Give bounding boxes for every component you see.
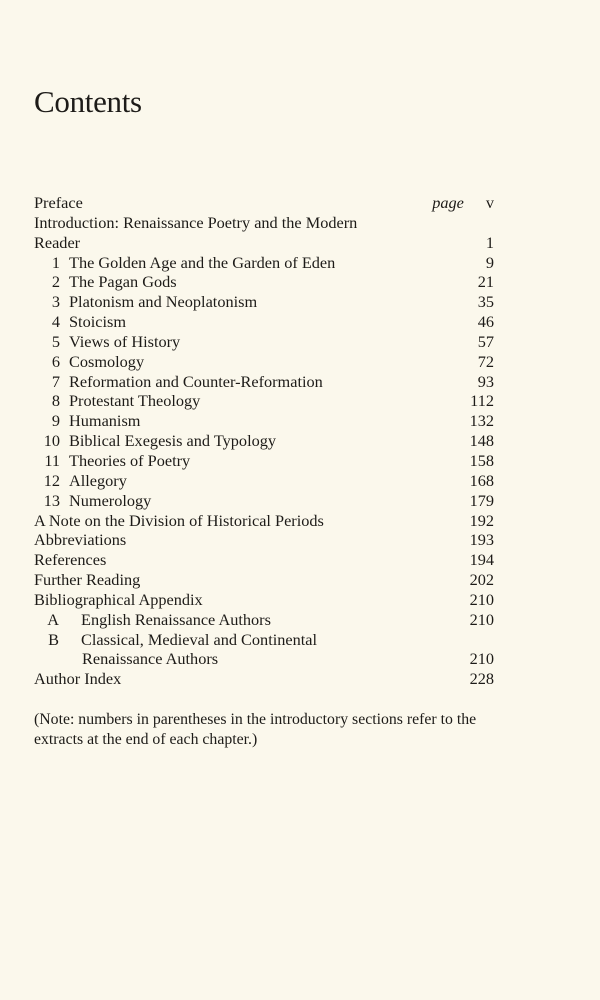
- toc-entry: [34, 352, 494, 372]
- page-number: [470, 451, 494, 471]
- toc-entry: [34, 372, 494, 392]
- chapter-number: 4: [51, 312, 60, 332]
- entry-title: Allegory: [69, 470, 127, 490]
- toc-entry: [34, 471, 494, 491]
- page-number: [470, 669, 494, 689]
- toc-entry: [34, 391, 494, 411]
- entry-title: Numerology: [69, 490, 152, 510]
- toc-entry: [34, 411, 494, 431]
- entry-title: Reformation and Counter-Reformation: [69, 371, 323, 391]
- toc-entry: [34, 669, 494, 689]
- page-value: 193: [469, 530, 494, 550]
- chapter-number: 12: [43, 470, 60, 490]
- page-value: 179: [469, 490, 494, 510]
- entry-title: Abbreviations: [34, 530, 127, 550]
- page-prefix: page: [432, 193, 464, 212]
- entry-title: Biblical Exegesis and Typology: [69, 431, 277, 451]
- page-number: [470, 471, 494, 491]
- page-number: [478, 312, 494, 332]
- toc-entry: [34, 590, 494, 610]
- entry-title: A Note on the Division of Historical Periods: [34, 510, 324, 530]
- page-number: [470, 590, 494, 610]
- page-value: 194: [469, 550, 494, 570]
- page-title: Contents: [34, 84, 142, 119]
- page-number: [486, 233, 494, 253]
- entry-title: Protestant Theology: [69, 391, 201, 411]
- entry-title: Platonism and Neoplatonism: [69, 292, 258, 312]
- page-value: 192: [469, 510, 494, 530]
- page-value: 228: [469, 669, 494, 689]
- toc-entry: [34, 213, 494, 233]
- appendix-letter: A: [47, 609, 59, 629]
- toc-entry: [34, 193, 494, 213]
- chapter-number: 13: [43, 490, 60, 510]
- toc-entry: [34, 649, 494, 669]
- chapter-number: 1: [51, 252, 60, 272]
- page-number: [470, 491, 494, 511]
- chapter-number: 7: [51, 371, 60, 391]
- toc-entry: [34, 630, 494, 650]
- entry-title: Theories of Poetry: [69, 450, 191, 470]
- page-value: 72: [477, 351, 494, 371]
- toc-entry: [34, 272, 494, 292]
- page-value: 112: [470, 391, 494, 411]
- chapter-number: 3: [51, 292, 60, 312]
- toc-entry: [34, 312, 494, 332]
- page-value: v: [485, 193, 494, 212]
- page-value: 148: [469, 431, 494, 451]
- page-value: 168: [469, 470, 494, 490]
- page-value: 46: [477, 312, 494, 332]
- chapter-number: 2: [51, 272, 60, 292]
- toc-entry: [34, 431, 494, 451]
- page-number: [478, 332, 494, 352]
- page-value: 158: [469, 450, 494, 470]
- page-number: [486, 253, 494, 273]
- entry-title: Humanism: [69, 411, 141, 431]
- page-number: [478, 272, 494, 292]
- chapter-number: 8: [51, 391, 60, 411]
- entry-title: Stoicism: [69, 312, 126, 332]
- entry-title: Cosmology: [69, 351, 145, 371]
- page-number: [470, 511, 494, 531]
- toc-entry: [34, 253, 494, 273]
- page-number: [470, 431, 494, 451]
- entry-title: Author Index: [34, 669, 122, 689]
- page-number: [470, 411, 494, 431]
- entry-title: The Pagan Gods: [69, 272, 177, 292]
- entry-title: Bibliographical Appendix: [34, 589, 203, 609]
- toc-entry: [34, 511, 494, 531]
- chapter-number: 9: [51, 411, 60, 431]
- chapter-number: 5: [51, 331, 60, 351]
- entry-title: Classical, Medieval and Continental: [81, 629, 318, 649]
- entry-title: English Renaissance Authors: [81, 609, 271, 629]
- page-number: [432, 193, 494, 213]
- entry-title: References: [34, 550, 107, 570]
- toc-entry: [34, 610, 494, 630]
- chapter-number: 10: [43, 431, 60, 451]
- appendix-letter: B: [48, 629, 59, 649]
- page-value: 210: [469, 589, 494, 609]
- entry-title: Introduction: Renaissance Poetry and the Modern: [34, 212, 358, 232]
- page-value: 210: [469, 609, 494, 629]
- toc-entry: [34, 491, 494, 511]
- page-value: 93: [477, 371, 494, 391]
- table-of-contents: [34, 193, 494, 689]
- toc-entry: [34, 550, 494, 570]
- toc-entry: [34, 530, 494, 550]
- chapter-number: 6: [51, 351, 60, 371]
- page-value: 35: [477, 292, 494, 312]
- entry-title: Preface: [34, 193, 83, 212]
- page-value: 9: [485, 252, 494, 272]
- entry-title: Renaissance Authors: [82, 649, 219, 669]
- page-number: [470, 550, 494, 570]
- page-number: [478, 372, 494, 392]
- page-value: 202: [469, 570, 494, 590]
- page-value: 21: [477, 272, 494, 292]
- entry-title: Reader: [34, 232, 81, 252]
- footnote: (Note: numbers in parentheses in the introductory sections refer to the extracts at the end of each chapter.): [34, 711, 477, 748]
- toc-entry: [34, 292, 494, 312]
- page-number: [478, 292, 494, 312]
- page-value: 1: [485, 232, 494, 252]
- toc-entry: [34, 570, 494, 590]
- page-number: [470, 391, 494, 411]
- entry-title: Further Reading: [34, 570, 141, 590]
- page-value: 210: [469, 649, 494, 669]
- entry-title: The Golden Age and the Garden of Eden: [69, 252, 336, 272]
- page-number: [470, 649, 494, 669]
- page-number: [470, 570, 494, 590]
- chapter-number: 11: [44, 450, 60, 470]
- toc-entry: [34, 451, 494, 471]
- toc-entry: [34, 233, 494, 253]
- entry-title: Views of History: [69, 331, 181, 351]
- page-number: [470, 610, 494, 630]
- page-value: 57: [477, 331, 494, 351]
- page-value: 132: [469, 411, 494, 431]
- page-number: [470, 530, 494, 550]
- page-number: [478, 352, 494, 372]
- toc-entry: [34, 332, 494, 352]
